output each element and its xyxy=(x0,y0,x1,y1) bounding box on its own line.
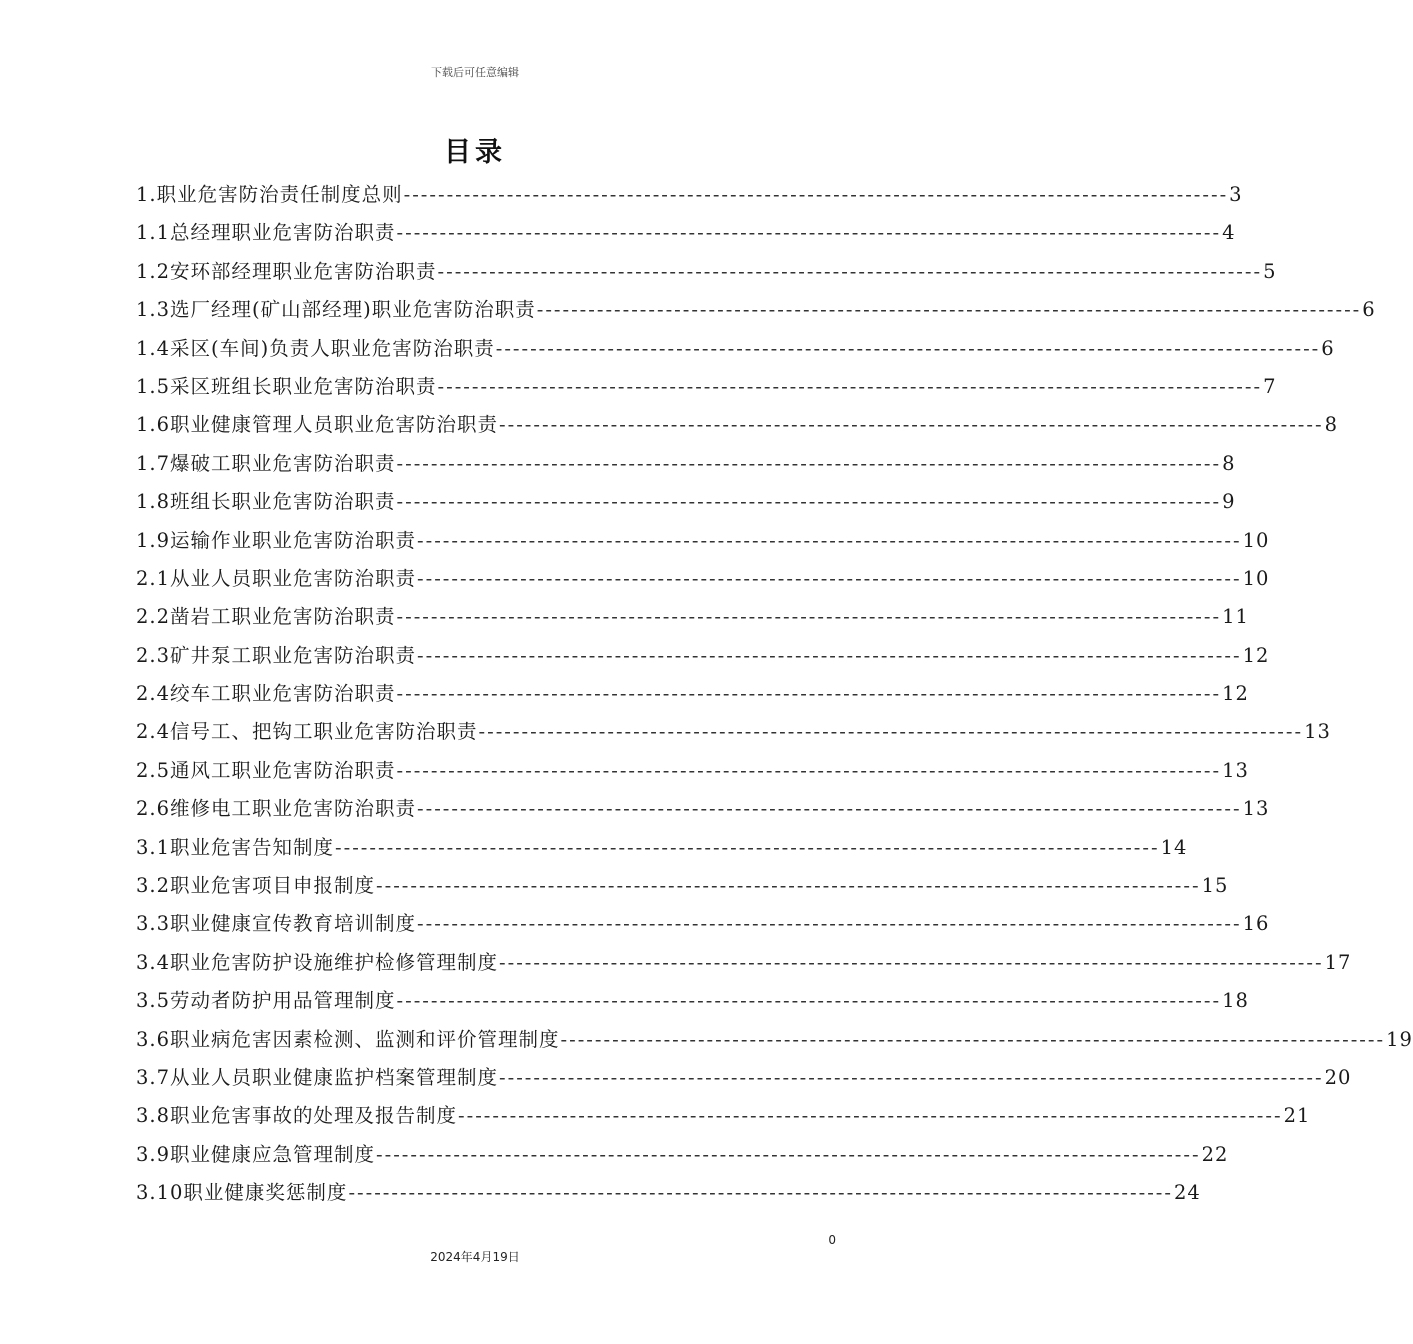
toc-entry-title: 维修电工职业危害防治职责 xyxy=(170,797,417,821)
toc-entry-number: 1.1 xyxy=(136,221,171,245)
toc-entry-title: 爆破工职业危害防治职责 xyxy=(170,451,396,475)
toc-entry-page: 16 xyxy=(1242,912,1270,936)
toc-entry-title: 职业健康宣传教育培训制度 xyxy=(170,912,417,936)
toc-leader-dashes: ------------------------------------------------------------------------------------------------ xyxy=(458,1104,1283,1128)
toc-entry[interactable] xyxy=(136,637,1270,675)
toc-entry-title: 采区班组长职业危害防治职责 xyxy=(170,374,437,398)
toc-entry-title: 运输作业职业危害防治职责 xyxy=(170,528,417,552)
toc-entry[interactable] xyxy=(136,445,1236,483)
toc-entry-number: 1.2 xyxy=(136,259,171,283)
toc-entry-title: 凿岩工职业危害防治职责 xyxy=(170,605,396,629)
toc-leader-dashes: ------------------------------------------------------------------------------------------------ xyxy=(437,374,1263,398)
toc-entry-number: 3.7 xyxy=(136,1065,171,1089)
toc-entry[interactable] xyxy=(136,713,1331,751)
toc-entry-page: 10 xyxy=(1242,528,1270,552)
toc-entry-page: 18 xyxy=(1222,989,1249,1013)
toc-entry-number: 3.3 xyxy=(136,912,171,936)
toc-entry-number: 2.2 xyxy=(136,605,171,629)
toc-entry-number: 2.5 xyxy=(136,758,171,782)
toc-entry-page: 6 xyxy=(1362,298,1376,322)
toc-leader-dashes: ------------------------------------------------------------------------------------------------ xyxy=(417,528,1242,552)
toc-entry-number: 3.9 xyxy=(136,1142,171,1166)
toc-entry-title: 职业危害防护设施维护检修管理制度 xyxy=(170,950,499,974)
toc-entry[interactable] xyxy=(136,368,1277,406)
toc-entry[interactable] xyxy=(136,253,1277,291)
toc-entry-title: 矿井泵工职业危害防治职责 xyxy=(170,643,417,667)
toc-leader-dashes: ------------------------------------------------------------------------------------------------ xyxy=(499,1065,1324,1089)
toc-entry[interactable] xyxy=(136,867,1229,905)
toc-entry[interactable] xyxy=(136,522,1270,560)
toc-entry-title: 职业危害防治责任制度总则 xyxy=(156,183,403,206)
toc-entry-number: 2.1 xyxy=(136,566,171,590)
toc-entry-page: 10 xyxy=(1242,566,1270,590)
toc-entry-page: 13 xyxy=(1242,797,1270,821)
toc-entry-title: 从业人员职业危害防治职责 xyxy=(170,566,417,590)
toc-leader-dashes: ------------------------------------------------------------------------------------------------ xyxy=(495,336,1321,360)
toc-entry-title: 安环部经理职业危害防治职责 xyxy=(170,259,437,283)
toc-entry[interactable] xyxy=(136,214,1236,252)
toc-entry[interactable] xyxy=(136,1097,1311,1135)
toc-entry[interactable] xyxy=(136,1174,1201,1212)
toc-entry-title: 职业危害告知制度 xyxy=(170,835,335,859)
toc-entry-number: 3.10 xyxy=(136,1181,184,1205)
toc-entry-page: 12 xyxy=(1242,643,1270,667)
toc-entry[interactable] xyxy=(136,1059,1352,1097)
toc-entry-number: 3.5 xyxy=(136,989,171,1013)
toc-leader-dashes: ------------------------------------------------------------------------------------------------ xyxy=(396,989,1222,1013)
toc-entry-title: 职业健康应急管理制度 xyxy=(170,1142,376,1166)
toc-entry[interactable] xyxy=(136,982,1249,1020)
toc-entry-page: 24 xyxy=(1173,1181,1201,1205)
toc-entry-title: 职业危害事故的处理及报告制度 xyxy=(170,1104,458,1128)
toc-entry[interactable] xyxy=(136,176,1243,214)
toc-leader-dashes: ------------------------------------------------------------------------------------------------ xyxy=(437,259,1263,283)
page-number: 0 xyxy=(828,1233,836,1247)
toc-entry-number: 1.8 xyxy=(136,490,171,514)
toc-entry-title: 总经理职业危害防治职责 xyxy=(170,221,396,245)
toc-entry[interactable] xyxy=(136,905,1270,943)
toc-leader-dashes: ------------------------------------------------------------------------------------------------ xyxy=(396,451,1222,475)
toc-entry[interactable] xyxy=(136,675,1249,713)
toc-entry-page: 17 xyxy=(1324,950,1352,974)
toc-leader-dashes: ------------------------------------------------------------------------------------------------ xyxy=(376,874,1201,898)
toc-entry-number: 1.6 xyxy=(136,413,171,437)
toc-entry-title: 选厂经理(矿山部经理)职业危害防治职责 xyxy=(170,298,536,322)
toc-entry-title: 职业健康奖惩制度 xyxy=(183,1181,348,1205)
table-of-contents xyxy=(136,176,1413,1213)
toc-entry-page: 4 xyxy=(1222,221,1236,245)
toc-leader-dashes: ------------------------------------------------------------------------------------------------ xyxy=(396,605,1222,629)
toc-entry-number: 3.4 xyxy=(136,950,171,974)
toc-entry-page: 6 xyxy=(1321,336,1335,360)
toc-entry-number: 3.2 xyxy=(136,874,171,898)
toc-leader-dashes: ------------------------------------------------------------------------------------------------ xyxy=(560,1027,1386,1051)
toc-leader-dashes: ------------------------------------------------------------------------------------------------ xyxy=(396,221,1222,245)
toc-entry-title: 绞车工职业危害防治职责 xyxy=(170,682,396,706)
toc-entry-page: 22 xyxy=(1201,1142,1229,1166)
toc-entry-page: 3 xyxy=(1229,183,1243,206)
toc-entry-page: 13 xyxy=(1222,758,1249,782)
toc-leader-dashes: ------------------------------------------------------------------------------------------------ xyxy=(499,950,1324,974)
toc-entry-page: 11 xyxy=(1222,605,1249,629)
toc-entry-title: 通风工职业危害防治职责 xyxy=(170,758,396,782)
toc-entry-number: 2.6 xyxy=(136,797,171,821)
toc-entry[interactable] xyxy=(136,560,1270,598)
toc-entry-number: 2.4 xyxy=(136,682,171,706)
toc-entry-page: 21 xyxy=(1283,1104,1311,1128)
toc-leader-dashes: ------------------------------------------------------------------------------------------------ xyxy=(396,490,1222,514)
toc-leader-dashes: ------------------------------------------------------------------------------------------------ xyxy=(417,797,1242,821)
toc-entry[interactable] xyxy=(136,790,1270,828)
toc-entry-page: 8 xyxy=(1222,451,1236,475)
toc-entry-page: 15 xyxy=(1201,874,1229,898)
page-title: 目录 xyxy=(444,137,506,168)
toc-entry-page: 8 xyxy=(1324,413,1338,437)
toc-entry[interactable] xyxy=(136,829,1188,867)
toc-entry-number: 1. xyxy=(136,183,157,206)
toc-entry-page: 5 xyxy=(1263,259,1277,283)
toc-entry-page: 9 xyxy=(1222,490,1236,514)
toc-entry-number: 3.6 xyxy=(136,1027,171,1051)
toc-entry-number: 1.5 xyxy=(136,374,171,398)
toc-entry-number: 3.1 xyxy=(136,835,171,859)
toc-entry-title: 班组长职业危害防治职责 xyxy=(170,490,396,514)
toc-entry[interactable] xyxy=(136,1021,1413,1059)
toc-entry-page: 19 xyxy=(1386,1027,1413,1051)
toc-entry-number: 1.7 xyxy=(136,451,171,475)
toc-leader-dashes: ------------------------------------------------------------------------------------------------ xyxy=(417,912,1242,936)
toc-entry-number: 2.3 xyxy=(136,643,171,667)
toc-entry-title: 从业人员职业健康监护档案管理制度 xyxy=(170,1065,499,1089)
toc-entry-page: 12 xyxy=(1222,682,1249,706)
toc-leader-dashes: ------------------------------------------------------------------------------------------------ xyxy=(417,643,1242,667)
toc-entry-title: 信号工、把钩工职业危害防治职责 xyxy=(170,720,478,744)
toc-entry-page: 7 xyxy=(1263,374,1277,398)
toc-entry-number: 1.9 xyxy=(136,528,171,552)
toc-entry-number: 3.8 xyxy=(136,1104,171,1128)
toc-entry-title: 职业病危害因素检测、监测和评价管理制度 xyxy=(170,1027,560,1051)
toc-leader-dashes: ------------------------------------------------------------------------------------------------ xyxy=(376,1142,1201,1166)
toc-entry-page: 14 xyxy=(1160,835,1188,859)
toc-entry-title: 劳动者防护用品管理制度 xyxy=(170,989,396,1013)
toc-leader-dashes: ------------------------------------------------------------------------------------------------ xyxy=(335,835,1160,859)
toc-leader-dashes: ------------------------------------------------------------------------------------------------ xyxy=(417,566,1242,590)
toc-entry-number: 2.4 xyxy=(136,720,171,744)
toc-entry[interactable] xyxy=(136,483,1236,521)
toc-entry[interactable] xyxy=(136,291,1376,329)
toc-entry[interactable] xyxy=(136,406,1338,444)
toc-leader-dashes: ------------------------------------------------------------------------------------------------ xyxy=(396,758,1222,782)
toc-entry-page: 13 xyxy=(1304,720,1331,744)
toc-leader-dashes: ------------------------------------------------------------------------------------------------ xyxy=(536,298,1362,322)
footer-date: 2024年4月19日 xyxy=(430,1250,520,1264)
toc-entry-title: 职业健康管理人员职业危害防治职责 xyxy=(170,413,499,437)
toc-entry[interactable] xyxy=(136,598,1249,636)
toc-entry-number: 1.4 xyxy=(136,336,171,360)
toc-leader-dashes: ------------------------------------------------------------------------------------------------ xyxy=(396,682,1222,706)
toc-leader-dashes: ------------------------------------------------------------------------------------------------ xyxy=(348,1181,1173,1205)
toc-entry[interactable] xyxy=(136,330,1335,368)
toc-entry-page: 20 xyxy=(1324,1065,1352,1089)
toc-entry[interactable] xyxy=(136,752,1249,790)
toc-leader-dashes: ------------------------------------------------------------------------------------------------ xyxy=(499,413,1324,437)
toc-entry[interactable] xyxy=(136,944,1352,982)
header-note: 下载后可任意编辑 xyxy=(431,66,519,79)
toc-leader-dashes: ------------------------------------------------------------------------------------------------ xyxy=(478,720,1304,744)
toc-entry-number: 1.3 xyxy=(136,298,171,322)
toc-leader-dashes: ------------------------------------------------------------------------------------------------ xyxy=(403,183,1229,206)
toc-entry-title: 职业危害项目申报制度 xyxy=(170,874,376,898)
toc-entry-title: 采区(车间)负责人职业危害防治职责 xyxy=(170,336,495,360)
toc-entry[interactable] xyxy=(136,1136,1229,1174)
